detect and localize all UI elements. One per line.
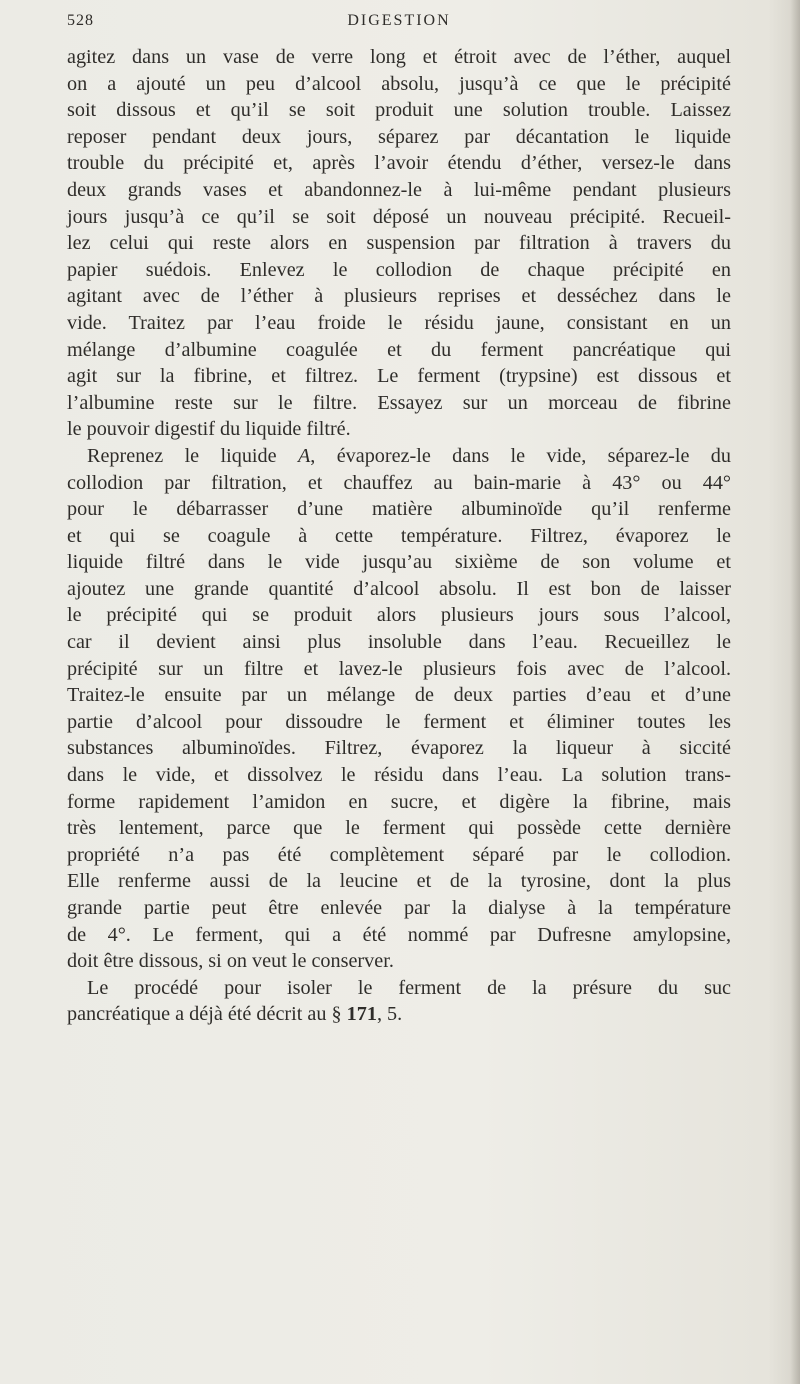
text-line: le pouvoir digestif du liquide filtré. (67, 418, 351, 441)
text-line: Reprenez le liquide A, évaporez-le dans le vide, séparez-le du (87, 444, 731, 467)
text-line: précipité sur un filtre et lavez-le plusieurs fois avec de l’alcool. (67, 657, 731, 680)
text-line: le précipité qui se produit alors plusieurs jours sous l’alcool, (67, 604, 731, 627)
text-line: partie d’alcool pour dissoudre le ferment et éliminer toutes les (67, 710, 731, 733)
text-line: car il devient ainsi plus insoluble dans l’eau. Recueillez le (67, 631, 731, 654)
text-line: liquide filtré dans le vide jusqu’au sixième de son volume et (67, 551, 731, 574)
page-number: 528 (67, 12, 94, 29)
text-line: Traitez-le ensuite par un mélange de deux parties d’eau et d’une (67, 684, 731, 707)
text-line: dans le vide, et dissolvez le résidu dans l’eau. La solution trans- (67, 764, 731, 787)
text-line-last (67, 1001, 731, 1028)
page-edge-shadow (790, 0, 800, 1384)
body-text (67, 44, 731, 1028)
text-line: collodion par filtration, et chauffez au bain-marie à 43° ou 44° (67, 471, 731, 494)
text-line: agitant avec de l’éther à plusieurs reprises et desséchez dans le (67, 285, 731, 308)
section-reference-tail: , 5. (376, 1003, 403, 1026)
text-line: vide. Traitez par l’eau froide le résidu jaune, consistant en un (67, 311, 731, 334)
text-line: agit sur la fibrine, et filtrez. Le ferment (trypsine) est dissous et (67, 365, 731, 388)
section-reference: 171 (346, 1003, 377, 1026)
text-line: mélange d’albumine coagulée et du ferment pancréatique qui (67, 338, 731, 361)
text-line: jours jusqu’à ce qu’il se soit déposé un nouveau précipité. Recueil- (67, 205, 731, 228)
text-line: Le procédé pour isoler le ferment de la présure du suc (87, 976, 731, 999)
text-line: lez celui qui reste alors en suspension par filtration à travers du (67, 232, 731, 255)
text-line: soit dissous et qu’il se soit produit une solution trouble. Laissez (67, 99, 731, 122)
running-title: DIGESTION (347, 12, 451, 29)
text-line: doit être dissous, si on veut le conserver. (67, 950, 394, 973)
text-line: forme rapidement l’amidon en sucre, et digère la fibrine, mais (67, 790, 731, 813)
text-line: trouble du précipité et, après l’avoir étendu d’éther, versez-le dans (67, 152, 731, 175)
text-line: reposer pendant deux jours, séparez par décantation le liquide (67, 125, 731, 148)
text-line: très lentement, parce que le ferment qui possède cette dernière (67, 817, 731, 840)
text-line: propriété n’a pas été complètement séparé par le collodion. (67, 843, 731, 866)
text-line: on a ajouté un peu d’alcool absolu, jusqu’à ce que le précipité (67, 72, 731, 95)
text-line: ajoutez une grande quantité d’alcool absolu. Il est bon de laisser (67, 577, 731, 600)
text-line: agitez dans un vase de verre long et étroit avec de l’éther, auquel (67, 46, 731, 68)
text-line: deux grands vases et abandonnez-le à lui-même pendant plusieurs (67, 178, 731, 201)
text-line: grande partie peut être enlevée par la dialyse à la température (67, 897, 731, 919)
text-line: papier suédois. Enlevez le collodion de chaque précipité en (67, 258, 731, 281)
text-line: l’albumine reste sur le filtre. Essayez sur un morceau de fibrine (67, 391, 731, 414)
liquid-label: A (297, 444, 311, 467)
text-line: de 4°. Le ferment, qui a été nommé par Dufresne amylopsine, (67, 923, 731, 946)
page-header (67, 12, 731, 38)
text-line: substances albuminoïdes. Filtrez, évaporez la liqueur à siccité (67, 737, 731, 760)
text-line-last-start: pancréatique a déjà été décrit au § (67, 1003, 342, 1026)
text-line: Elle renferme aussi de la leucine et de la tyrosine, dont la plus (67, 870, 731, 893)
text-line: et qui se coagule à cette température. Filtrez, évaporez le (67, 524, 731, 547)
text-line: pour le débarrasser d’une matière albuminoïde qu’il renferme (67, 498, 731, 521)
